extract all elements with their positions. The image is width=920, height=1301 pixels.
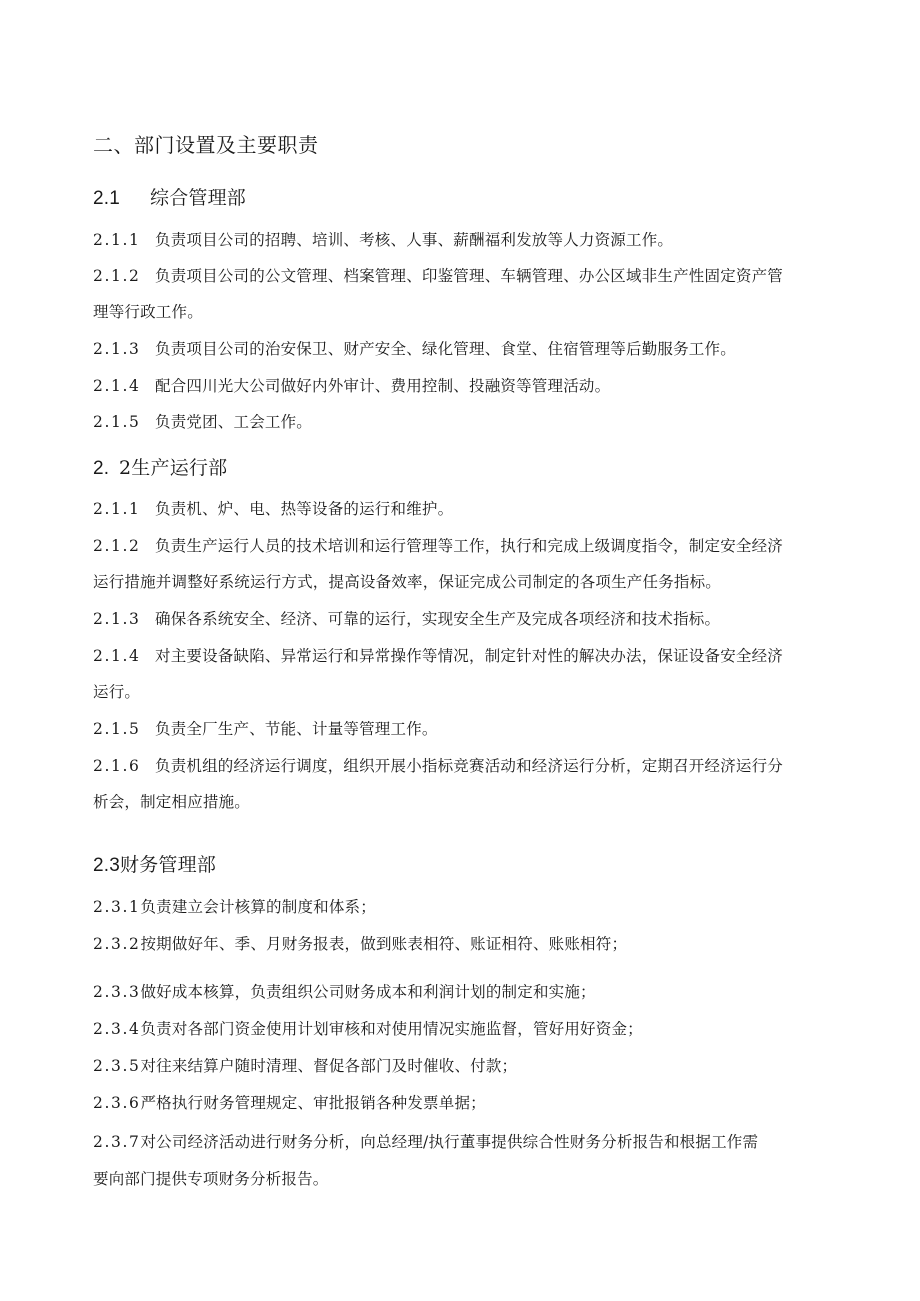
section-number: 2.1 (93, 188, 121, 209)
item-text: 负责机组的经济运行调度，组织开展小指标竞赛活动和经济运行分析，定期召开经济运行分 (155, 757, 784, 775)
item-number: 2.3.3 (93, 983, 141, 1001)
item-number: 2.1.5 (93, 413, 141, 431)
item-text: 负责对各部门资金使用计划审核和对使用情况实施监督，管好用好资金； (140, 1020, 643, 1038)
section-title: 财务管理部 (120, 854, 217, 876)
item-continuation: 运行。 (93, 683, 141, 701)
item-text: 负责建立会计核算的制度和体系； (140, 898, 376, 916)
item-number: 2.1.5 (93, 720, 141, 738)
item-number: 2.1.4 (93, 647, 141, 665)
item-number: 2.1.3 (93, 610, 141, 628)
item-text: 负责全厂生产、节能、计量等管理工作。 (155, 720, 438, 738)
item-number: 2.3.2 (93, 935, 141, 953)
list-item (93, 1132, 758, 1152)
item-number: 2.1.3 (93, 340, 141, 358)
item-number: 2.3.7 (93, 1133, 141, 1151)
item-continuation: 运行措施并调整好系统运行方式，提高设备效率，保证完成公司制定的各项生产任务指标。 (93, 573, 722, 591)
list-item (93, 536, 783, 556)
list-item (93, 982, 596, 1002)
item-text: 做好成本核算，负责组织公司财务成本和利润计划的制定和实施； (140, 983, 596, 1001)
page-title: 二、部门设置及主要职责 (93, 133, 319, 157)
section-heading-2-1 (93, 186, 246, 211)
item-number: 2.1.4 (93, 377, 141, 395)
item-number: 2.1.2 (93, 267, 141, 285)
item-text: 负责机、炉、电、热等设备的运行和维护。 (155, 500, 454, 518)
section-title: 综合管理部 (150, 187, 247, 209)
section-heading-2-2 (93, 456, 227, 481)
list-item (93, 1019, 643, 1039)
item-number: 2.1.2 (93, 537, 141, 555)
item-number: 2.3.6 (93, 1094, 141, 1112)
section-heading-2-3 (93, 853, 216, 878)
list-item (93, 230, 673, 250)
list-item (93, 756, 783, 776)
list-item (93, 339, 736, 359)
list-item (93, 266, 783, 286)
item-text: 对公司经济活动进行财务分析，向总经理/执行董事提供综合性财务分析报告和根据工作需 (140, 1133, 759, 1151)
list-item (93, 934, 627, 954)
item-number: 2.3.1 (93, 898, 141, 916)
item-text: 对往来结算户随时清理、督促各部门及时催收、付款； (140, 1057, 518, 1075)
item-continuation: 理等行政工作。 (93, 303, 203, 321)
item-number: 2.1.1 (93, 500, 141, 518)
item-continuation: 要向部门提供专项财务分析报告。 (93, 1170, 329, 1188)
item-text: 负责项目公司的治安保卫、财产安全、绿化管理、食堂、住宿管理等后勤服务工作。 (155, 340, 736, 358)
list-item (93, 412, 312, 432)
section-number: 2.3 (93, 855, 121, 876)
list-item (93, 609, 720, 629)
item-number: 2.1.1 (93, 231, 141, 249)
list-item (93, 1093, 486, 1113)
list-item (93, 1056, 517, 1076)
list-item (93, 646, 783, 666)
list-item (93, 376, 610, 396)
item-number: 2.3.4 (93, 1020, 141, 1038)
item-text: 负责项目公司的招聘、培训、考核、人事、薪酬福利发放等人力资源工作。 (155, 231, 674, 249)
list-item (93, 719, 438, 739)
item-text: 负责生产运行人员的技术培训和运行管理等工作，执行和完成上级调度指令，制定安全经济 (155, 537, 784, 555)
item-text: 负责党团、工会工作。 (155, 413, 313, 431)
item-number: 2.1.6 (93, 757, 141, 775)
item-number: 2.3.5 (93, 1057, 141, 1075)
item-text: 配合四川光大公司做好内外审计、费用控制、投融资等管理活动。 (155, 377, 611, 395)
item-text: 严格执行财务管理规定、审批报销各种发票单据； (140, 1094, 486, 1112)
item-text: 按期做好年、季、月财务报表，做到账表相符、账证相符、账账相符； (140, 935, 628, 953)
item-text: 负责项目公司的公文管理、档案管理、印鉴管理、车辆管理、办公区域非生产性固定资产管 (155, 267, 784, 285)
section-title: 2生产运行部 (119, 457, 228, 479)
item-text: 确保各系统安全、经济、可靠的运行，实现安全生产及完成各项经济和技术指标。 (155, 610, 721, 628)
item-continuation: 析会，制定相应措施。 (93, 793, 251, 811)
item-text: 对主要设备缺陷、异常运行和异常操作等情况，制定针对性的解决办法，保证设备安全经济 (155, 647, 784, 665)
section-number: 2. (93, 458, 110, 479)
list-item (93, 897, 376, 917)
list-item (93, 499, 453, 519)
